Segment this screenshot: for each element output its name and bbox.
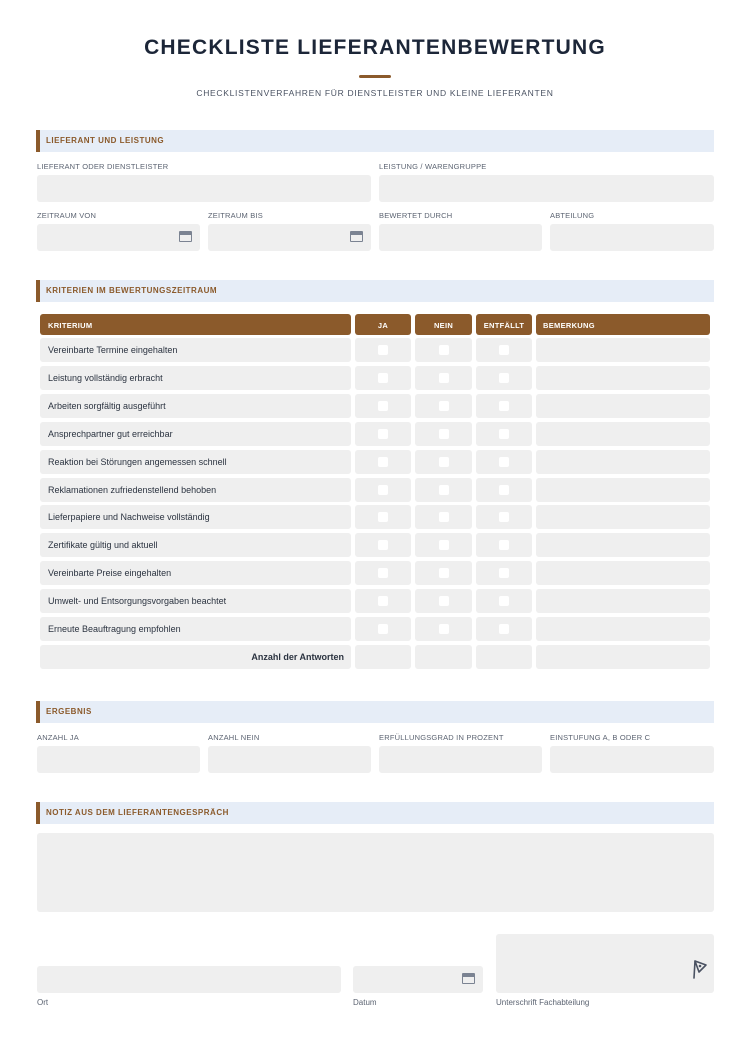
service-label: LEISTUNG / WARENGRUPPE — [379, 162, 487, 171]
table-row — [40, 366, 351, 390]
criterion-text: Lieferpapiere und Nachweise vollständig — [48, 512, 210, 522]
signature-field[interactable] — [496, 934, 714, 993]
checkbox[interactable] — [499, 540, 509, 550]
summary-label: Anzahl der Antworten — [251, 652, 344, 662]
yes-cell — [355, 338, 411, 362]
checkbox[interactable] — [499, 596, 509, 606]
summary-row — [40, 645, 351, 669]
checkbox[interactable] — [439, 624, 449, 634]
checkbox[interactable] — [499, 568, 509, 578]
rated-by-label: BEWERTET DURCH — [379, 211, 453, 220]
criterion-text: Vereinbarte Termine eingehalten — [48, 345, 178, 355]
checkbox[interactable] — [499, 345, 509, 355]
page-subtitle: CHECKLISTENVERFAHREN FÜR DIENSTLEISTER UND KLEINE LIEFERANTEN — [196, 88, 554, 98]
yes-cell — [355, 561, 411, 585]
summary-no-cell[interactable] — [415, 645, 472, 669]
yes-cell — [355, 589, 411, 613]
yes-cell — [355, 478, 411, 502]
criterion-text: Zertifikate gültig und aktuell — [48, 540, 158, 550]
na-cell — [476, 478, 532, 502]
checkbox[interactable] — [439, 429, 449, 439]
criterion-text: Reaktion bei Störungen angemessen schnell — [48, 457, 227, 467]
checkbox[interactable] — [378, 345, 388, 355]
column-header-label: BEMERKUNG — [543, 321, 595, 330]
column-header-no — [415, 314, 472, 335]
period-to-field[interactable] — [208, 224, 371, 251]
checkbox[interactable] — [378, 457, 388, 467]
supplier-label: LIEFERANT ODER DIENSTLEISTER — [37, 162, 169, 171]
na-cell — [476, 505, 532, 529]
section-header-criteria — [36, 280, 714, 302]
no-cell — [415, 338, 472, 362]
signature-label: Unterschrift Fachabteilung — [496, 998, 590, 1007]
yes-cell — [355, 505, 411, 529]
column-header-remark — [536, 314, 710, 335]
department-field[interactable] — [550, 224, 714, 251]
checkbox[interactable] — [499, 429, 509, 439]
no-cell — [415, 505, 472, 529]
calendar-icon[interactable] — [462, 973, 475, 984]
date-field[interactable] — [353, 966, 483, 993]
section-title: NOTIZ AUS DEM LIEFERANTENGESPRÄCH — [46, 808, 229, 817]
checkbox[interactable] — [439, 373, 449, 383]
title-underline — [359, 75, 391, 78]
checkbox[interactable] — [378, 624, 388, 634]
checkbox[interactable] — [378, 596, 388, 606]
percent-field[interactable] — [379, 746, 542, 773]
summary-na-cell[interactable] — [476, 645, 532, 669]
checkbox[interactable] — [378, 485, 388, 495]
supplier-field[interactable] — [37, 175, 371, 202]
checkbox[interactable] — [378, 568, 388, 578]
checkbox[interactable] — [378, 512, 388, 522]
checkbox[interactable] — [378, 373, 388, 383]
service-field[interactable] — [379, 175, 714, 202]
no-cell — [415, 589, 472, 613]
na-cell — [476, 533, 532, 557]
criterion-text: Vereinbarte Preise eingehalten — [48, 568, 172, 578]
checkbox[interactable] — [499, 485, 509, 495]
table-row — [40, 505, 351, 529]
checkbox[interactable] — [439, 540, 449, 550]
checkbox[interactable] — [499, 512, 509, 522]
remark-cell[interactable] — [536, 338, 710, 362]
na-cell — [476, 589, 532, 613]
period-to-label: ZEITRAUM BIS — [208, 211, 263, 220]
no-cell — [415, 394, 472, 418]
table-row — [40, 338, 351, 362]
section-title: KRITERIEN IM BEWERTUNGSZEITRAUM — [46, 286, 218, 295]
checkbox[interactable] — [439, 401, 449, 411]
na-cell — [476, 394, 532, 418]
classification-field[interactable] — [550, 746, 714, 773]
count-yes-label: ANZAHL JA — [37, 733, 79, 742]
na-cell — [476, 338, 532, 362]
checkbox[interactable] — [378, 401, 388, 411]
no-cell — [415, 617, 472, 641]
page-title: CHECKLISTE LIEFERANTENBEWERTUNG — [144, 36, 606, 59]
remark-cell[interactable] — [536, 589, 710, 613]
checkbox[interactable] — [439, 345, 449, 355]
remark-cell[interactable] — [536, 422, 710, 446]
table-row — [40, 450, 351, 474]
no-cell — [415, 478, 472, 502]
count-no-label: ANZAHL NEIN — [208, 733, 260, 742]
place-field[interactable] — [37, 966, 341, 993]
period-from-label: ZEITRAUM VON — [37, 211, 97, 220]
checkbox[interactable] — [439, 485, 449, 495]
checkbox[interactable] — [499, 624, 509, 634]
checkbox[interactable] — [439, 596, 449, 606]
column-header-criterion — [40, 314, 351, 335]
table-row — [40, 533, 351, 557]
na-cell — [476, 561, 532, 585]
rated-by-field[interactable] — [379, 224, 542, 251]
pen-icon — [692, 960, 708, 980]
checkbox[interactable] — [439, 568, 449, 578]
criterion-text: Leistung vollständig erbracht — [48, 373, 163, 383]
column-header-label: ENTFÄLLT — [483, 321, 525, 330]
section-header-result — [36, 701, 714, 723]
remark-cell[interactable] — [536, 561, 710, 585]
no-cell — [415, 450, 472, 474]
table-row — [40, 617, 351, 641]
no-cell — [415, 561, 472, 585]
column-header-label: JA — [377, 321, 389, 330]
no-cell — [415, 422, 472, 446]
remark-cell[interactable] — [536, 478, 710, 502]
yes-cell — [355, 533, 411, 557]
column-header-label: KRITERIUM — [48, 321, 93, 330]
checkbox[interactable] — [439, 457, 449, 467]
column-header-na — [476, 314, 532, 335]
table-row — [40, 478, 351, 502]
place-label: Ort — [37, 998, 49, 1007]
yes-cell — [355, 394, 411, 418]
percent-label: ERFÜLLUNGSGRAD IN PROZENT — [379, 733, 504, 742]
checkbox[interactable] — [439, 512, 449, 522]
notes-textarea[interactable] — [37, 833, 714, 912]
classification-label: EINSTUFUNG A, B ODER C — [550, 733, 651, 742]
checkbox[interactable] — [499, 457, 509, 467]
column-header-label: NEIN — [433, 321, 454, 330]
section-header-notes — [36, 802, 714, 824]
column-header-yes — [355, 314, 411, 335]
summary-yes-cell[interactable] — [355, 645, 411, 669]
na-cell — [476, 617, 532, 641]
criterion-text: Umwelt- und Entsorgungsvorgaben beachtet — [48, 596, 227, 606]
remark-cell[interactable] — [536, 394, 710, 418]
period-from-field[interactable] — [37, 224, 200, 251]
table-row — [40, 394, 351, 418]
calendar-icon[interactable] — [350, 231, 363, 242]
no-cell — [415, 366, 472, 390]
checkbox[interactable] — [499, 401, 509, 411]
na-cell — [476, 422, 532, 446]
count-yes-field[interactable] — [37, 746, 200, 773]
date-label: Datum — [353, 998, 377, 1007]
na-cell — [476, 450, 532, 474]
criterion-text: Arbeiten sorgfältig ausgeführt — [48, 401, 166, 411]
criterion-text: Ansprechpartner gut erreichbar — [48, 429, 173, 439]
remark-cell[interactable] — [536, 366, 710, 390]
remark-cell[interactable] — [536, 533, 710, 557]
count-no-field[interactable] — [208, 746, 371, 773]
table-row — [40, 589, 351, 613]
summary-remark-cell[interactable] — [536, 645, 710, 669]
remark-cell[interactable] — [536, 450, 710, 474]
checkbox[interactable] — [378, 429, 388, 439]
calendar-icon[interactable] — [179, 231, 192, 242]
checkbox[interactable] — [499, 373, 509, 383]
table-row — [40, 422, 351, 446]
yes-cell — [355, 422, 411, 446]
remark-cell[interactable] — [536, 505, 710, 529]
department-label: ABTEILUNG — [550, 211, 595, 220]
na-cell — [476, 366, 532, 390]
remark-cell[interactable] — [536, 617, 710, 641]
criterion-text: Erneute Beauftragung empfohlen — [48, 624, 181, 634]
section-header-supplier — [36, 130, 714, 152]
criterion-text: Reklamationen zufriedenstellend behoben — [48, 485, 217, 495]
section-title: LIEFERANT UND LEISTUNG — [46, 136, 165, 145]
checkbox[interactable] — [378, 540, 388, 550]
no-cell — [415, 533, 472, 557]
table-row — [40, 561, 351, 585]
yes-cell — [355, 366, 411, 390]
section-title: ERGEBNIS — [46, 707, 92, 716]
yes-cell — [355, 450, 411, 474]
yes-cell — [355, 617, 411, 641]
